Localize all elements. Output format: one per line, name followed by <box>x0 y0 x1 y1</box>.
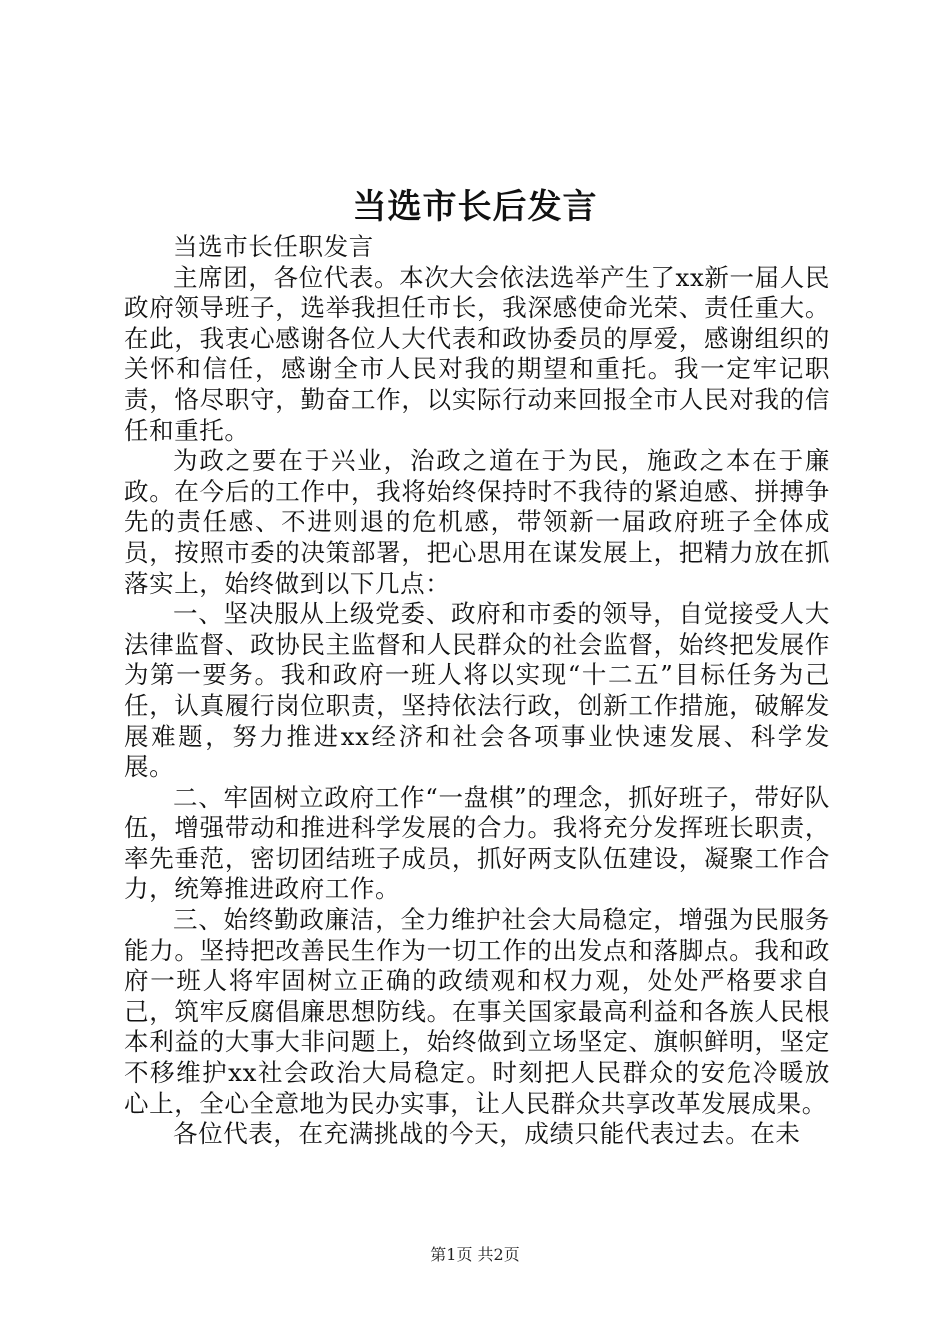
paragraph-governance: 为政之要在于兴业，治政之道在于为民，施政之本在于廉政。在今后的工作中，我将始终保持时不我待的紧迫感、拼搏争先的责任感、不进则退的危机感，带领新一届政府班子全体成员，按照市委的决策部署，把心思用在谋发展上，把精力放在抓落实上，始终做到以下几点： <box>124 446 830 598</box>
paragraph-point-two: 二、牢固树立政府工作“一盘棋”的理念，抓好班子，带好队伍，增强带动和推进科学发展的合力。我将充分发挥班长职责，率先垂范，密切团结班子成员，抓好两支队伍建设，凝聚工作合力，统筹推进政府工作。 <box>124 782 830 904</box>
paragraph-opening: 主席团，各位代表。本次大会依法选举产生了xx新一届人民政府领导班子，选举我担任市长，我深感使命光荣、责任重大。在此，我衷心感谢各位人大代表和政协委员的厚爱，感谢组织的关怀和信任，感谢全市人民对我的期望和重托。我一定牢记职责，恪尽职守，勤奋工作，以实际行动来回报全市人民对我的信任和重托。 <box>124 262 830 445</box>
paragraph-point-three: 三、始终勤政廉洁，全力维护社会大局稳定，增强为民服务能力。坚持把改善民生作为一切工作的出发点和落脚点。我和政府一班人将牢固树立正确的政绩观和权力观，处处严格要求自己，筑牢反腐倡廉思想防线。在事关国家最高利益和各族人民根本利益的大事大非问题上，始终做到立场坚定、旗帜鲜明，坚定不移维护xx社会政治大局稳定。时刻把人民群众的安危冷暖放心上，全心全意地为民办实事，让人民群众共享改革发展成果。 <box>124 905 830 1118</box>
paragraph-point-one: 一、坚决服从上级党委、政府和市委的领导，自觉接受人大法律监督、政协民主监督和人民群众的社会监督，始终把发展作为第一要务。我和政府一班人将以实现“十二五”目标任务为己任，认真履行岗位职责，坚持依法行政，创新工作措施，破解发展难题，努力推进xx经济和社会各项事业快速发展、科学发展。 <box>124 599 830 782</box>
paragraph-closing: 各位代表，在充满挑战的今天，成绩只能代表过去。在未 <box>173 1119 801 1149</box>
document-body <box>124 232 830 1150</box>
document-title: 当选市长后发言 <box>352 187 598 227</box>
paragraph-subtitle: 当选市长任职发言 <box>173 232 374 261</box>
page-number-footer: 第1页 共2页 <box>430 1245 520 1264</box>
